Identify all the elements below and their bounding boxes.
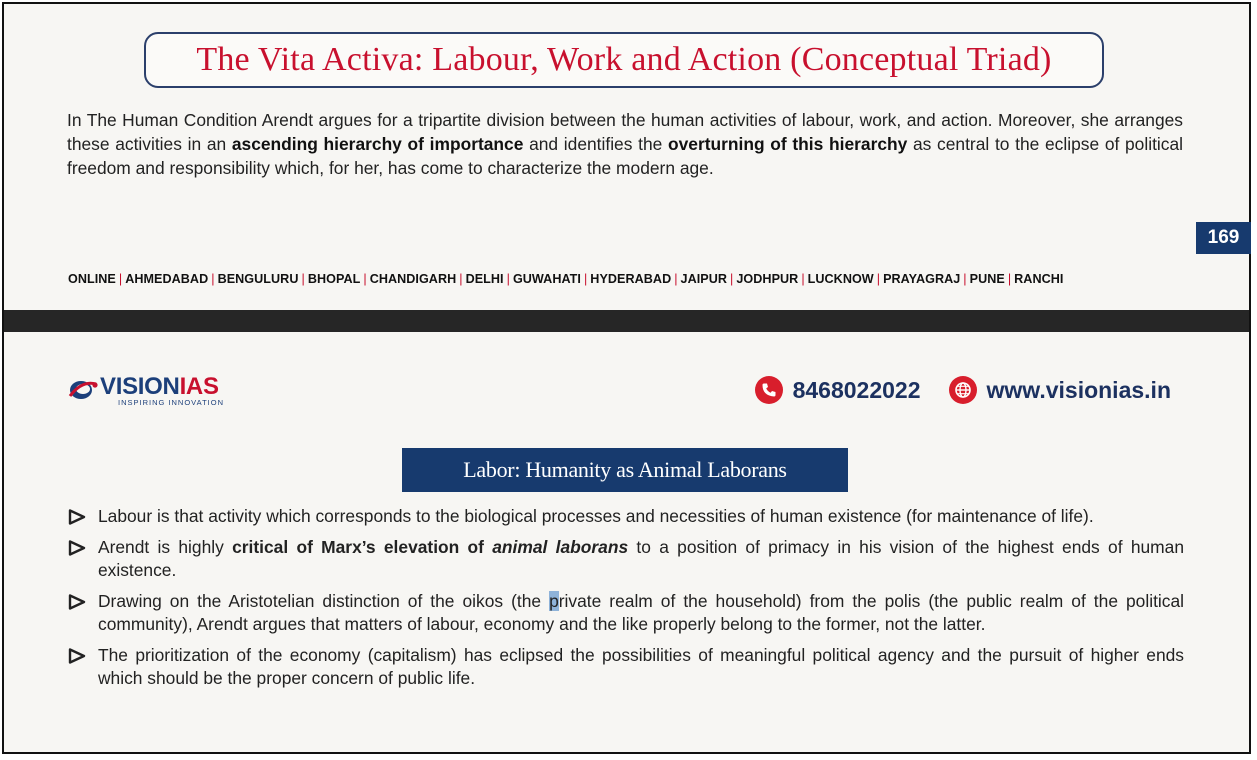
city: DELHI bbox=[465, 272, 504, 286]
intro-paragraph bbox=[67, 108, 1183, 180]
bullet-text: The prioritization of the economy (capitalism) has eclipsed the possibilities of meaningful political agency and the pursuit of higher ends which should be the proper concern of public life. bbox=[98, 645, 1184, 688]
list-item bbox=[68, 536, 1184, 582]
logo-word-vision: VISION bbox=[100, 373, 180, 400]
section-heading bbox=[402, 448, 848, 492]
website-link[interactable]: www.visionias.in bbox=[986, 376, 1171, 403]
separator: | bbox=[506, 272, 510, 286]
separator: | bbox=[118, 272, 123, 286]
bullet-text: Drawing on the Aristotelian distinction of the oikos (the bbox=[98, 591, 550, 611]
list-item bbox=[68, 590, 1184, 636]
separator: | bbox=[211, 272, 215, 286]
contact-bar bbox=[755, 376, 1171, 404]
list-item bbox=[68, 644, 1184, 690]
city: HYDERABAD bbox=[590, 272, 672, 286]
city: GUWAHATI bbox=[512, 272, 581, 286]
globe-icon bbox=[949, 376, 977, 404]
separator: | bbox=[876, 272, 881, 286]
intro-bold-2: overturning of this hierarchy bbox=[667, 134, 908, 154]
city: RANCHI bbox=[1014, 272, 1064, 286]
separator: | bbox=[1007, 272, 1012, 286]
play-arrow-icon bbox=[68, 540, 86, 556]
bullet-text: Arendt is highly bbox=[98, 537, 233, 557]
city: CHANDIGARH bbox=[369, 272, 457, 286]
play-arrow-icon bbox=[68, 648, 86, 664]
list-item bbox=[68, 505, 1184, 528]
logo-swoosh-icon bbox=[68, 376, 98, 402]
separator: | bbox=[459, 272, 463, 286]
city: BENGULURU bbox=[217, 272, 299, 286]
city: PRAYAGRAJ bbox=[883, 272, 961, 286]
bullet-text: rivate realm of the household) from the polis (the public realm of the political community), Arendt argues that matters of labour, economy and the like properly belong to the former, not the latter. bbox=[98, 591, 1185, 634]
section-heading-text: Labor: Humanity as Animal Laborans bbox=[463, 457, 787, 482]
play-arrow-icon bbox=[68, 594, 86, 610]
city: LUCKNOW bbox=[807, 272, 874, 286]
separator: | bbox=[801, 272, 805, 286]
text-selection-highlight: p bbox=[549, 591, 559, 611]
bullet-list bbox=[68, 505, 1184, 698]
separator: | bbox=[963, 272, 967, 286]
separator: | bbox=[363, 272, 367, 286]
phone-number[interactable]: 8468022022 bbox=[792, 376, 921, 403]
page-divider bbox=[4, 310, 1249, 332]
page-title: The Vita Activa: Labour, Work and Action (Conceptual Triad) bbox=[196, 41, 1052, 78]
city: PUNE bbox=[969, 272, 1005, 286]
city: JODHPUR bbox=[736, 272, 799, 286]
bullet-bold-italic: animal laborans bbox=[492, 537, 629, 557]
page-frame bbox=[2, 2, 1251, 754]
separator: | bbox=[674, 272, 678, 286]
visionias-logo bbox=[68, 374, 224, 408]
upper-page bbox=[4, 4, 1249, 308]
logo-word-ias: IAS bbox=[179, 373, 219, 400]
bullet-text: Labour is that activity which corresponds to the biological processes and necessities of human existence (for maintenance of life). bbox=[98, 506, 1094, 526]
bullet-text: to a position of primacy in his vision of the highest ends of human existence. bbox=[98, 537, 1184, 580]
city: BHOPAL bbox=[307, 272, 361, 286]
play-arrow-icon bbox=[68, 509, 86, 525]
separator: | bbox=[730, 272, 734, 286]
phone-icon bbox=[755, 376, 783, 404]
intro-text-3: as central to the eclipse of political freedom and responsibility which, for her, has come to characterize the modern age. bbox=[67, 134, 1184, 178]
title-box bbox=[144, 32, 1104, 88]
city: AHMEDABAD bbox=[125, 272, 209, 286]
separator: | bbox=[301, 272, 305, 286]
bullet-bold: critical of Marx’s elevation of bbox=[232, 537, 493, 557]
city: ONLINE bbox=[68, 272, 116, 286]
page-number: 169 bbox=[1196, 222, 1251, 254]
logo-tagline: INSPIRING INNOVATION bbox=[118, 398, 224, 407]
city: JAIPUR bbox=[680, 272, 728, 286]
separator: | bbox=[583, 272, 588, 286]
intro-text-1: In The Human Condition Arendt argues for a tripartite division between the human activities of labour, work, and action. Moreover, she arranges these activities in an bbox=[67, 110, 1183, 154]
city-list bbox=[68, 272, 1063, 286]
intro-bold-1: ascending hierarchy of importance bbox=[231, 134, 524, 154]
intro-text-2: and identifies the bbox=[523, 134, 668, 154]
